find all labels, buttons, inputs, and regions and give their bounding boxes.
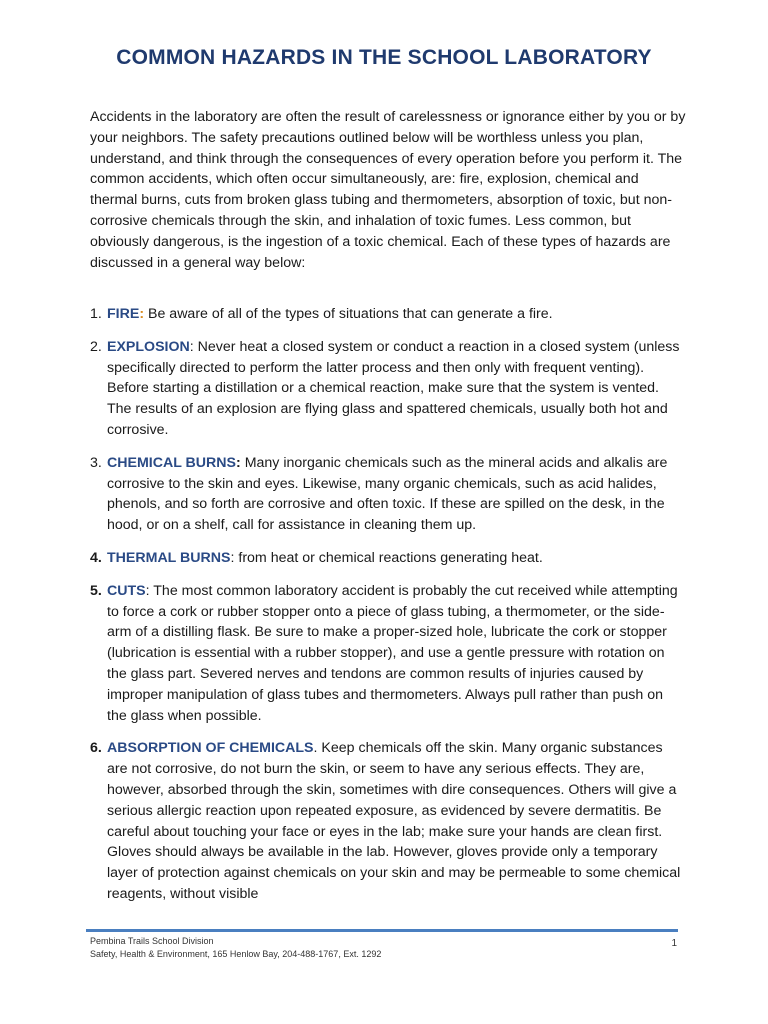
- item-number: 6.: [90, 740, 102, 757]
- hazard-term: CHEMICAL BURNS: [107, 454, 237, 471]
- footer-address: Safety, Health & Environment, 165 Henlow Bay, 204-488-1767, Ext. 1292: [90, 948, 382, 959]
- page-footer: [90, 935, 680, 960]
- hazard-term: CUTS: [107, 582, 146, 599]
- hazard-text: Be aware of all of the types of situations that can generate a fire.: [144, 306, 553, 322]
- hazard-item-chemical-burns: [90, 453, 686, 536]
- term-separator: :: [230, 549, 235, 566]
- page-title: COMMON HAZARDS IN THE SCHOOL LABORATORY: [116, 46, 652, 69]
- hazard-item-explosion: [90, 337, 686, 441]
- item-number: 3.: [90, 454, 102, 471]
- hazard-list: [90, 304, 686, 917]
- term-separator: .: [313, 740, 318, 757]
- hazard-term: EXPLOSION: [107, 338, 190, 355]
- page-number: 1: [671, 938, 677, 949]
- footer-divider: [86, 929, 678, 932]
- term-separator: :: [236, 454, 241, 471]
- term-separator: :: [189, 338, 194, 355]
- intro-paragraph: Accidents in the laboratory are often the result of carelessness or ignorance either by you or by your neighbors. The safety precautions outlined below will be worthless unless you plan, understand, and think through the consequences of every operation before you perform it. The common accidents, which often occur simultaneously, are: fire, explosion, chemical and thermal burns, cuts from broken glass tubing and thermometers, absorption of toxic, but non-corrosive chemicals through the skin, and inhalation of toxic fumes. Less common, but obviously dangerous, is the ingestion of a toxic chemical. Each of these types of hazards are discussed in a general way below:: [90, 109, 686, 271]
- item-number: 4.: [90, 549, 102, 566]
- hazard-item-cuts: [90, 581, 686, 727]
- footer-organization: Pembina Trails School Division: [90, 936, 214, 946]
- hazard-item-thermal-burns: [90, 548, 686, 569]
- hazard-text: Keep chemicals off the skin. Many organic substances are not corrosive, do not burn the skin, or seem to have any serious effects. They are, however, absorbed through the skin, sometimes with dire consequences. Others will give a serious allergic reaction upon repeated exposure, as evidenced by severe dermatitis. Be careful about touching your face or eyes in the lab; make sure your hands are clean first. Gloves should always be available in the lab. However, gloves provide only a temporary layer of protection against chemicals on your skin and may be permeable to some chemical reagents, without visible: [107, 740, 681, 902]
- hazard-item-absorption: [90, 738, 686, 904]
- item-number: 1.: [90, 306, 102, 322]
- item-number: 2.: [90, 338, 102, 355]
- hazard-text: from heat or chemical reactions generating heat.: [234, 549, 543, 566]
- hazard-term: FIRE: [107, 306, 140, 322]
- hazard-item-fire: [90, 304, 686, 325]
- item-number: 5.: [90, 582, 102, 599]
- term-separator: :: [139, 306, 145, 322]
- hazard-text: Never heat a closed system or conduct a reaction in a closed system (unless specifically directed to perform the latter process and then only with frequent venting). Before starting a distillation or a chemical reaction, make sure that the system is vented. The results of an explosion are flying glass and spattered chemicals, usually both hot and corrosive.: [107, 338, 680, 438]
- hazard-term: ABSORPTION OF CHEMICALS: [107, 740, 314, 757]
- hazard-term: THERMAL BURNS: [107, 549, 231, 566]
- hazard-text: Many inorganic chemicals such as the mineral acids and alkalis are corrosive to the skin and eyes. Likewise, many organic chemicals, such as acid halides, phenols, and so forth are corrosive and often toxic. If these are spilled on the desk, in the hood, or on a shelf, call for assistance in cleaning them up.: [107, 454, 668, 534]
- term-separator: :: [145, 582, 150, 599]
- hazard-text: The most common laboratory accident is probably the cut received while attempting to force a cork or rubber stopper onto a piece of glass tubing, a thermometer, or the side-arm of a distilling flask. Be sure to make a proper-sized hole, lubricate the cork or stopper (lubrication is essential with a rubber stopper), and use a gentle pressure with rotation on the glass part. Severed nerves and tendons are common results of injuries caused by improper manipulation of glass tubes and thermometers. Always pull rather than push on the glass when possible.: [107, 582, 678, 724]
